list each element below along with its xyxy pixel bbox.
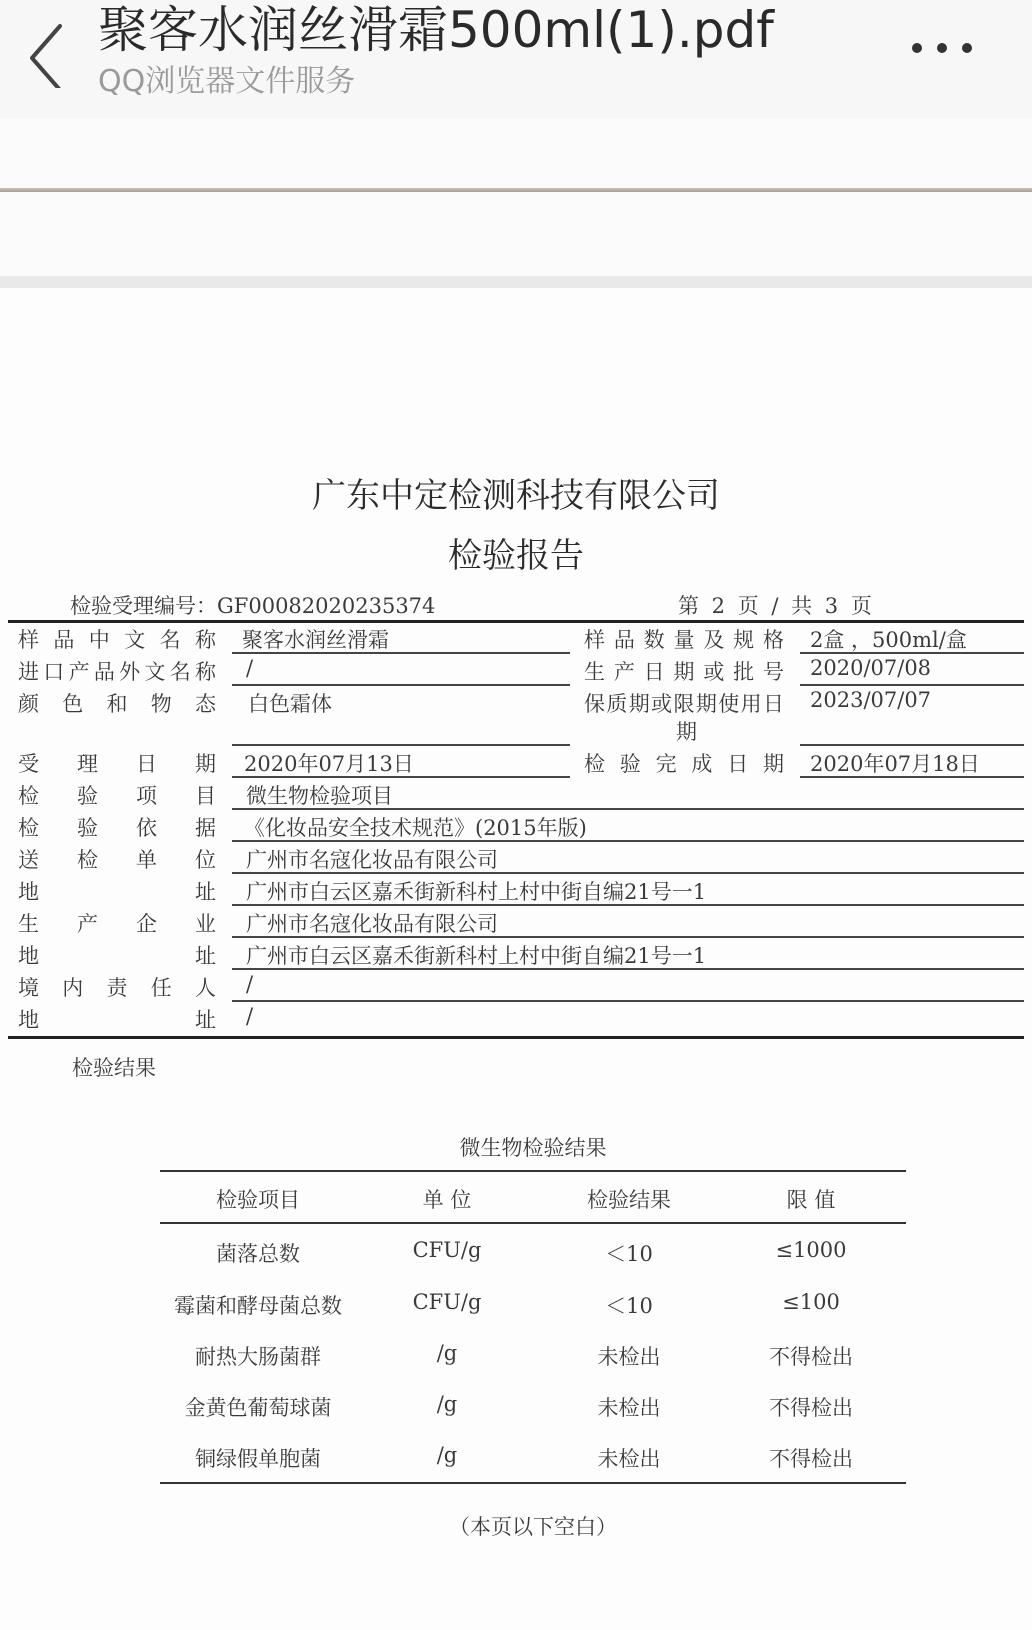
field-value: 微生物检验项目 [246,784,393,808]
table-cell: ＜10 [605,1294,653,1318]
field-underline [232,872,1024,874]
field-value: 2023/07/07 [810,688,932,712]
field-label: 期 [676,720,697,744]
field-label: 样品中文名称 [18,628,216,652]
field-underline [232,808,1024,810]
field-label: 送检单位 [18,848,216,872]
column-header: 检验项目 [216,1188,300,1212]
table-cell: 未检出 [597,1396,661,1420]
field-value: 2020年07月13日 [244,752,414,776]
field-label: 生产日期或批号 [584,660,784,684]
field-label: 保质期或限期使用日 [584,692,784,716]
table-cell: 未检出 [597,1345,661,1369]
field-label: 检验项目 [18,784,216,808]
pdf-page [0,288,1032,1630]
field-underline [232,744,570,746]
field-label: 生产企业 [18,912,216,936]
table-cell: /g [436,1341,458,1365]
field-underline [232,840,1024,842]
field-value: / [246,1004,254,1028]
field-value: 广州市白云区嘉禾街新科村上村中街自编21号一1 [246,944,707,968]
field-value: 广州市名寇化妆品有限公司 [246,912,498,936]
field-value: 2盒 ，500ml/盒 [810,628,967,652]
field-underline [232,904,1024,906]
table-cell: 不得检出 [769,1345,853,1369]
report-title: 检验报告 [448,536,584,576]
chevron-left-icon [22,18,72,88]
table-cell: ≤100 [782,1290,840,1314]
company-name: 广东中定检测科技有限公司 [312,476,720,516]
field-label: 地址 [18,880,216,904]
table-bottom-rule [160,1482,906,1484]
table-cell: 不得检出 [769,1447,853,1471]
field-value: 广州市白云区嘉禾街新科村上村中街自编21号一1 [246,880,707,904]
field-underline [800,652,1024,654]
field-underline [800,684,1024,686]
field-label: 颜色和物态 [18,692,216,716]
field-underline [232,652,570,654]
field-label: 检验完成日期 [584,752,784,776]
table-cell: 铜绿假单胞菌 [195,1447,321,1471]
form-bottom-rule [8,1036,1024,1039]
page-gap [0,276,1032,288]
field-label: 境内责任人 [18,976,216,1000]
field-value: 2020/07/08 [810,656,932,680]
table-cell: /g [436,1392,458,1416]
field-value: 2020年07月18日 [810,752,980,776]
field-label: 地址 [18,944,216,968]
column-header: 检验结果 [587,1188,671,1212]
field-underline [232,968,1024,970]
table-cell: 霉菌和酵母菌总数 [174,1294,342,1318]
field-label: 进口产品外文名称 [18,660,216,684]
field-label: 地址 [18,1008,216,1032]
column-header: 限 值 [786,1188,836,1212]
table-cell: ＜10 [605,1242,653,1266]
table-top-rule [160,1170,906,1172]
table-cell: ≤1000 [775,1238,847,1262]
more-button[interactable] [912,30,992,60]
page-edge-line [0,188,1032,192]
field-value: 聚客水润丝滑霜 [242,628,389,652]
field-underline [232,684,570,686]
more-dot-icon [962,43,972,53]
field-label: 受理日期 [18,752,216,776]
field-value: 广州市名寇化妆品有限公司 [246,848,498,872]
field-underline [800,776,1024,778]
table-cell: 菌落总数 [216,1242,300,1266]
table-cell: CFU/g [412,1290,482,1314]
file-subtitle: QQ浏览器文件服务 [98,64,356,99]
field-value: / [246,656,254,680]
results-label: 检验结果 [72,1056,156,1080]
form-top-rule [8,620,1024,623]
blank-page-note: （本页以下空白） [449,1515,617,1539]
field-label: 检验依据 [18,816,216,840]
table-header-rule [160,1222,906,1224]
field-label: 样品数量及规格 [584,628,784,652]
pdf-viewer[interactable] [0,118,1032,1630]
back-button[interactable] [22,18,72,88]
table-cell: 金黄色葡萄球菌 [184,1396,332,1420]
field-underline [232,936,1024,938]
top-bar [0,0,1032,119]
field-value: 白色霜体 [248,692,332,716]
more-dot-icon [937,43,947,53]
field-value: 《化妆品安全技术规范》(2015年版) [244,816,587,840]
column-header: 单 位 [422,1188,472,1212]
field-value: / [246,972,254,996]
more-dot-icon [912,43,922,53]
accept-number: 检验受理编号：GF00082020235374 [70,594,436,618]
field-underline [232,776,570,778]
field-underline [232,1000,1024,1002]
table-cell: 耐热大肠菌群 [195,1345,321,1369]
table-cell: 不得检出 [769,1396,853,1420]
table-cell: CFU/g [412,1238,482,1262]
previous-page-bottom [0,118,1032,278]
field-underline [800,744,1024,746]
table-cell: 未检出 [597,1447,661,1471]
page-info: 第 2 页 / 共 3 页 [678,594,872,618]
table-title: 微生物检验结果 [459,1136,607,1160]
table-cell: /g [436,1443,458,1467]
file-title: 聚客水润丝滑霜500ml(1).pdf [98,1,774,59]
